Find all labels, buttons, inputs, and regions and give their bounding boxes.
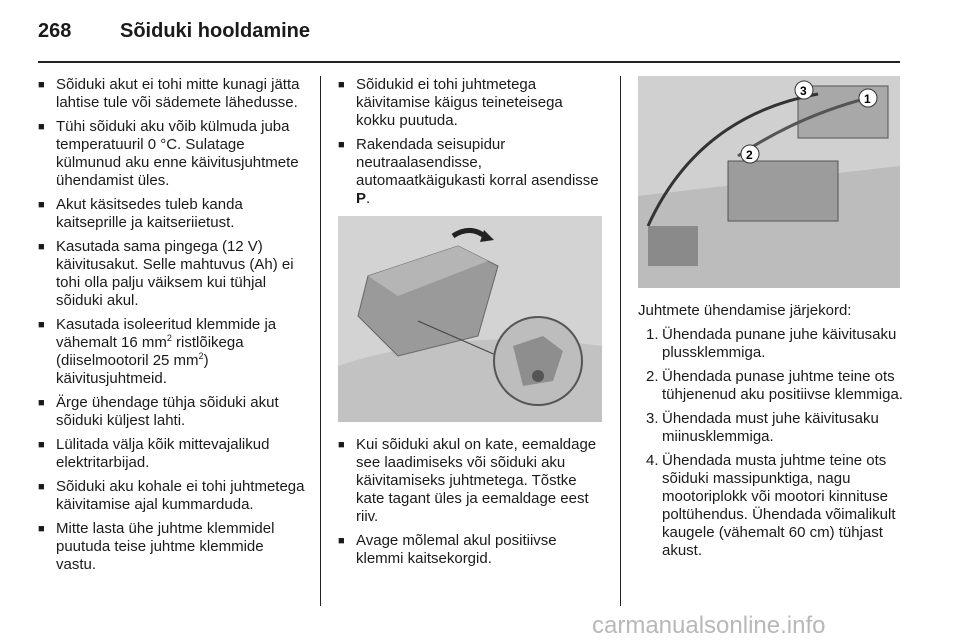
text-run: ) käivitusjuhtmeid. (56, 352, 209, 387)
text-run: . (366, 190, 371, 207)
column-2 (338, 76, 602, 574)
column-3 (638, 76, 910, 566)
list-item-gear (338, 136, 602, 208)
list-item: ■ Mitte lasta ühe juhtme klemmidel puutuda teise juhtme klemmide vastu. (38, 520, 306, 574)
step-text: Ühendada must juhe käivitusaku miinusklemmiga. (662, 410, 879, 445)
flat-battery (728, 161, 838, 221)
list-item: ■ Sõiduki akut ei tohi mitte kunagi jätta lahtise tule või sädemete lähedusse. (38, 76, 306, 112)
list-item: ■ Kui sõiduki akul on kate, eemaldage see laadimiseks või sõiduki aku käivitamiseks juhtmetega. Tõstke kate tagant üles ja eemaldage eest riiv. (338, 436, 602, 526)
figure-label: 1 (864, 92, 871, 106)
list-item: ■ Ärge ühendage tühja sõiduki akut sõiduki küljest lahti. (38, 394, 306, 430)
list-item-cable-spec (38, 316, 306, 388)
header-rule (38, 61, 900, 63)
step-number: 4. (646, 452, 659, 469)
text-run: Kasutada isoleeritud klemmide ja vähemalt 16 mm (56, 316, 277, 351)
page-title: Sõiduki hooldamine (120, 20, 311, 42)
page-header (38, 20, 310, 43)
step-text: Ühendada punase juhtme teine ots tühjenenud aku positiivse klemmiga. (662, 368, 903, 403)
step-text: Ühendada musta juhtme teine ots sõiduki massipunktiga, nagu mootoriplokk või mootori kinnituse poltühendus. Ühendada võimalikult kaugele (vähemalt 60 cm) tühjast akust. (662, 452, 896, 559)
superscript: 2 (198, 351, 204, 361)
connection-steps (638, 326, 910, 560)
list-item: ■ Tühi sõiduki aku võib külmuda juba temperatuuril 0 °C. Sulatage külmunud aku enne käivitusjuhtmete ühendamist üles. (38, 118, 306, 190)
battery-cover-illustration (338, 216, 602, 422)
list-item: ■ Sõidukid ei tohi juhtmetega käivitamise käigus teineteisega kokku puutuda. (338, 76, 602, 130)
column-divider (320, 76, 321, 606)
list-item: ■ Lülitada välja kõik mittevajalikud elektritarbijad. (38, 436, 306, 472)
step-item (638, 326, 910, 362)
step-text: Ühendada punane juhe käivitusaku plussklemmiga. (662, 326, 897, 361)
text-run: Rakendada seisupidur neutraalasendisse, automaatkäigukasti korral asendisse (356, 136, 599, 189)
watermark: carmanualsonline.info (592, 612, 826, 639)
cover-list (338, 436, 602, 568)
list-item: ■ Akut käsitsedes tuleb kanda kaitseprille ja kaitseriietust. (38, 196, 306, 232)
column-1 (38, 76, 306, 580)
list-item: ■ Avage mõlemal akul positiivse klemmi kaitsekorgid. (338, 532, 602, 568)
figure-label: 3 (800, 84, 807, 98)
connection-intro: Juhtmete ühendamise järjekord: (638, 302, 852, 319)
jump-start-illustration (638, 76, 900, 288)
figure-label: 2 (746, 148, 753, 162)
page-number: 268 (38, 20, 72, 42)
step-item (638, 368, 910, 404)
preparation-list (338, 76, 602, 208)
step-number: 3. (646, 410, 659, 427)
step-item (638, 452, 910, 560)
column-divider (620, 76, 621, 606)
superscript: 2 (166, 333, 172, 343)
step-number: 2. (646, 368, 659, 385)
gear-position: P (356, 190, 367, 207)
engine-block (648, 226, 698, 266)
list-item: ■ Sõiduki aku kohale ei tohi juhtmetega käivitamise ajal kummarduda. (38, 478, 306, 514)
safety-list (38, 76, 306, 574)
list-item: ■ Kasutada sama pingega (12 V) käivitusakut. Selle mahtuvus (Ah) ei tohi olla palju väiksem kui tühjal sõiduki akul. (38, 238, 306, 310)
text-run: ristlõikega (diiselmootoril 25 mm (56, 334, 244, 369)
step-number: 1. (646, 326, 659, 343)
step-item (638, 410, 910, 446)
